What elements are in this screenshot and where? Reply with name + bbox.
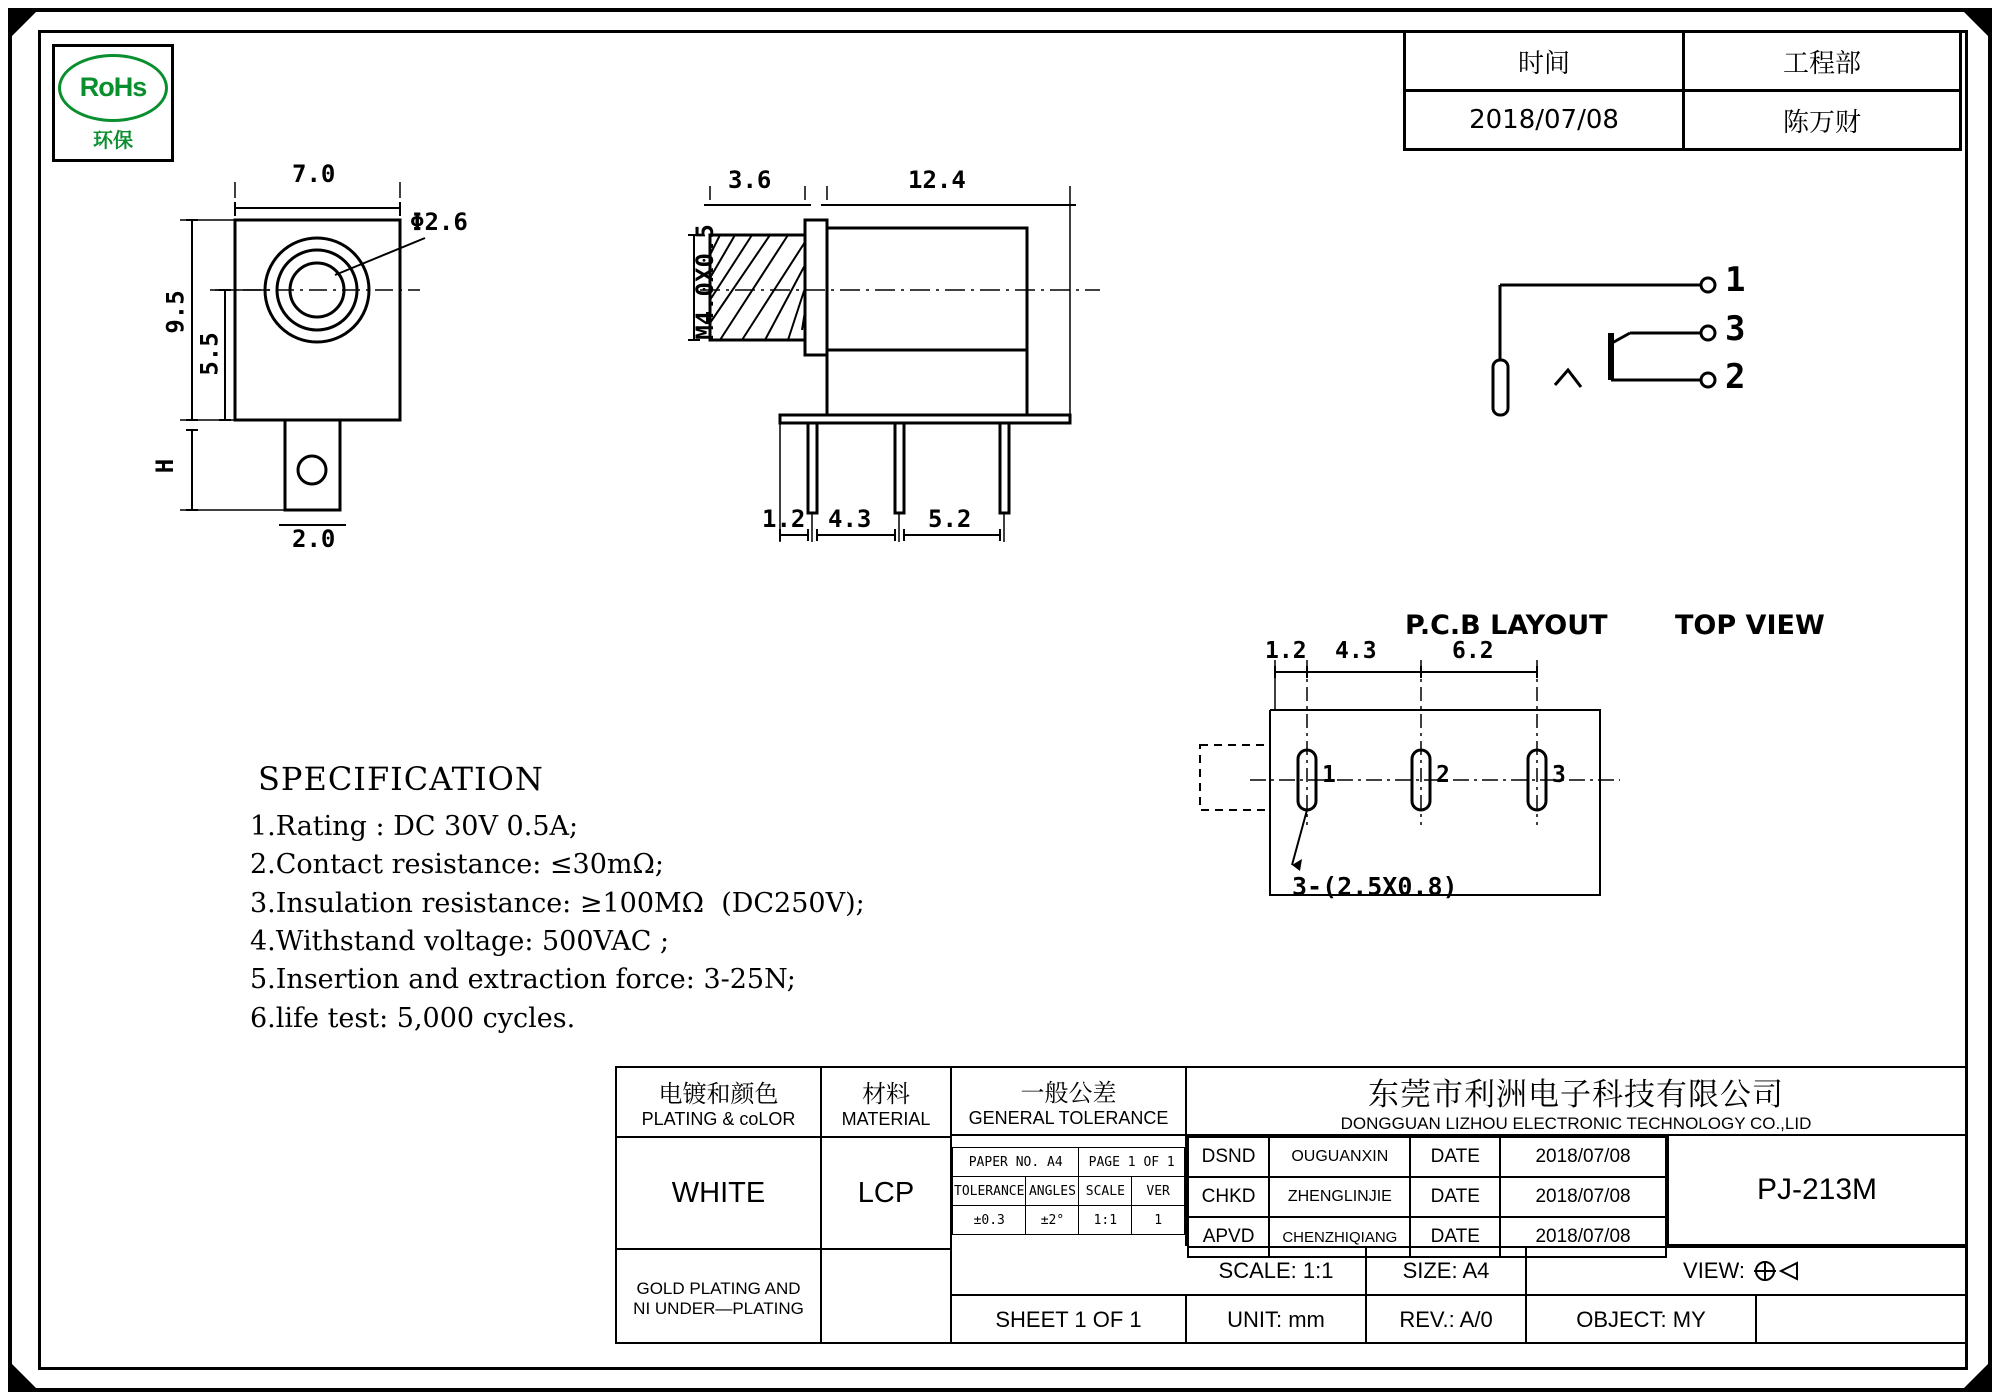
pcb-topview-title: TOP VIEW (1675, 610, 1825, 641)
plating-column (617, 1068, 822, 1342)
material-header (822, 1068, 950, 1138)
material-value-text: LCP (857, 1176, 915, 1209)
spec-line-1: 1.Rating : DC 30V 0.5A; (250, 811, 579, 842)
dim-front-diameter: Φ2.6 (410, 208, 468, 236)
scale-value: 1:1 (1079, 1206, 1132, 1235)
front-view (151, 160, 590, 580)
paper-no-cell: PAPER NO. A4 (953, 1148, 1079, 1177)
schematic-pin-3: 3 (1725, 309, 1746, 349)
projection-symbol-icon (1753, 1259, 1809, 1283)
pcb-pad-note: 3-(2.5X0.8) (1292, 872, 1458, 901)
plating-note (617, 1250, 820, 1348)
ver-label: VER (1132, 1177, 1185, 1206)
specification-block (250, 760, 1010, 1038)
header-row-values (1405, 91, 1961, 150)
dim-front-tab-height: H (151, 458, 180, 474)
header-table (1403, 30, 1962, 151)
approval-name-2: CHENZHIQIANG (1269, 1217, 1410, 1257)
approval-date-label-2: DATE (1410, 1217, 1500, 1257)
corner-mark-bottom-left (8, 1360, 40, 1392)
schematic-pin-1: 1 (1725, 260, 1746, 300)
dim-side-body-length: 12.4 (908, 166, 966, 194)
tolerance-header (952, 1068, 1187, 1136)
corner-mark-top-right (1960, 8, 1992, 40)
plating-value (617, 1138, 820, 1250)
approvals-block (1187, 1136, 1667, 1258)
pcb-layout-view (1180, 638, 1780, 970)
company-name-en: DONGGUAN LIZHOU ELECTRONIC TECHNOLOGY CO.,LID (1340, 1113, 1812, 1133)
side-view (680, 166, 1240, 580)
approval-date-label-1: DATE (1410, 1177, 1500, 1217)
approval-date-1: 2018/07/08 (1500, 1177, 1666, 1217)
header-date-value: 2018/07/08 (1405, 91, 1684, 150)
sheet-blank-cell (1757, 1296, 1965, 1344)
pcb-pin-1: 1 (1322, 762, 1336, 788)
dim-side-thread-length: 3.6 (728, 166, 772, 194)
spec-line-3: 3.Insulation resistance: ≥100MΩ (DC250V); (250, 887, 865, 919)
sheet-row (952, 1294, 1965, 1344)
plating-header (617, 1068, 820, 1138)
spec-line-6: 6.life test: 5,000 cycles. (250, 1002, 576, 1034)
header-row-labels (1405, 32, 1961, 91)
rohs-badge (52, 44, 174, 162)
view-cell (1527, 1248, 1965, 1294)
material-blank (822, 1250, 950, 1348)
rev-cell: REV.: A/0 (1367, 1296, 1527, 1344)
dim-side-pin2: 4.3 (828, 505, 872, 533)
corner-mark-top-left (8, 8, 40, 40)
dim-front-tab-width: 2.0 (292, 525, 336, 553)
tolerance-row-head (953, 1177, 1185, 1206)
approval-role-0: DSND (1188, 1137, 1269, 1177)
dim-pcb-1: 1.2 (1265, 638, 1307, 664)
sheet-cell: SHEET 1 OF 1 (952, 1296, 1187, 1344)
tolerance-table-wrap (952, 1136, 1187, 1246)
tolerance-header-zh: 一般公差 (1020, 1079, 1117, 1107)
schematic-view (1480, 260, 1840, 445)
dim-side-pin3: 5.2 (928, 505, 972, 533)
plating-note-line1: GOLD PLATING AND (636, 1279, 801, 1298)
title-block (615, 1066, 1967, 1344)
corner-mark-bottom-right (1960, 1360, 1992, 1392)
scale-label: SCALE (1079, 1177, 1132, 1206)
tolerance-table (952, 1147, 1185, 1235)
part-number: PJ-213M (1667, 1136, 1965, 1246)
scale-row (1187, 1246, 1965, 1294)
approval-name-0: OUGUANXIN (1269, 1137, 1410, 1177)
tolerance-label: TOLERANCE (953, 1177, 1026, 1206)
schematic-drawing (1480, 265, 1840, 445)
page-cell: PAGE 1 OF 1 (1079, 1148, 1185, 1177)
pcb-layout-drawing (1180, 650, 1780, 970)
company-name-zh: 东莞市利洲电子科技有限公司 (1368, 1076, 1784, 1113)
approval-role-1: CHKD (1188, 1177, 1269, 1217)
plating-header-en: PLATING & coLOR (641, 1109, 796, 1129)
size-cell: SIZE: A4 (1367, 1248, 1527, 1294)
approval-name-1: ZHENGLINJIE (1269, 1177, 1410, 1217)
approval-row (1188, 1137, 1666, 1177)
spec-line-5: 5.Insertion and extraction force: 3-25N; (250, 964, 796, 996)
spec-line-4: 4.Withstand voltage: 500VAC ; (250, 925, 670, 957)
front-view-drawing (170, 180, 590, 580)
rohs-sublabel: 环保 (93, 129, 133, 152)
company-block (1187, 1068, 1965, 1136)
pcb-layout-title: P.C.B LAYOUT (1405, 610, 1608, 641)
plating-header-zh: 电镀和颜色 (658, 1080, 779, 1108)
specification-title: SPECIFICATION (258, 760, 544, 798)
tolerance-row-values (953, 1206, 1185, 1235)
header-date-label: 时间 (1405, 32, 1684, 91)
rohs-label: RoHs (79, 72, 147, 102)
dim-front-width: 7.0 (292, 160, 336, 188)
dim-side-pin1: 1.2 (762, 505, 806, 533)
pcb-pin-3: 3 (1552, 762, 1566, 788)
material-value (822, 1138, 950, 1250)
ver-value: 1 (1132, 1206, 1185, 1235)
angles-label: ANGLES (1026, 1177, 1079, 1206)
dim-front-height: 9.5 (161, 290, 190, 334)
dim-pcb-2: 4.3 (1335, 638, 1377, 664)
spec-line-2: 2.Contact resistance: ≤30mΩ; (250, 849, 664, 881)
angles-value: ±2° (1026, 1206, 1079, 1235)
approval-date-0: 2018/07/08 (1500, 1137, 1666, 1177)
plating-value-text: WHITE (671, 1176, 766, 1209)
header-dept-value: 陈万财 (1684, 91, 1961, 150)
tolerance-value: ±0.3 (953, 1206, 1026, 1235)
approval-date-label-0: DATE (1410, 1137, 1500, 1177)
approval-role-2: APVD (1188, 1217, 1269, 1257)
approval-row (1188, 1177, 1666, 1217)
object-cell: OBJECT: MY (1527, 1296, 1757, 1344)
scale-cell: SCALE: 1:1 (1187, 1248, 1367, 1294)
approvals-table (1187, 1136, 1667, 1258)
material-header-en: MATERIAL (841, 1109, 931, 1129)
unit-cell: UNIT: mm (1187, 1296, 1367, 1344)
material-column (822, 1068, 952, 1342)
material-header-zh: 材料 (862, 1080, 910, 1108)
rohs-ellipse (58, 54, 168, 122)
schematic-pin-2: 2 (1725, 357, 1746, 397)
plating-note-line2: NI UNDER—PLATING (633, 1299, 804, 1318)
tolerance-header-en: GENERAL TOLERANCE (968, 1108, 1169, 1128)
dim-front-center-height: 5.5 (195, 332, 224, 376)
header-dept-label: 工程部 (1684, 32, 1961, 91)
pcb-pin-2: 2 (1436, 762, 1450, 788)
dim-side-thread-spec: M4.0X0.5 (690, 224, 719, 340)
dim-pcb-3: 6.2 (1452, 638, 1494, 664)
approval-date-2: 2018/07/08 (1500, 1217, 1666, 1257)
view-label: VIEW: (1683, 1258, 1745, 1283)
tolerance-row-paper (953, 1148, 1185, 1177)
